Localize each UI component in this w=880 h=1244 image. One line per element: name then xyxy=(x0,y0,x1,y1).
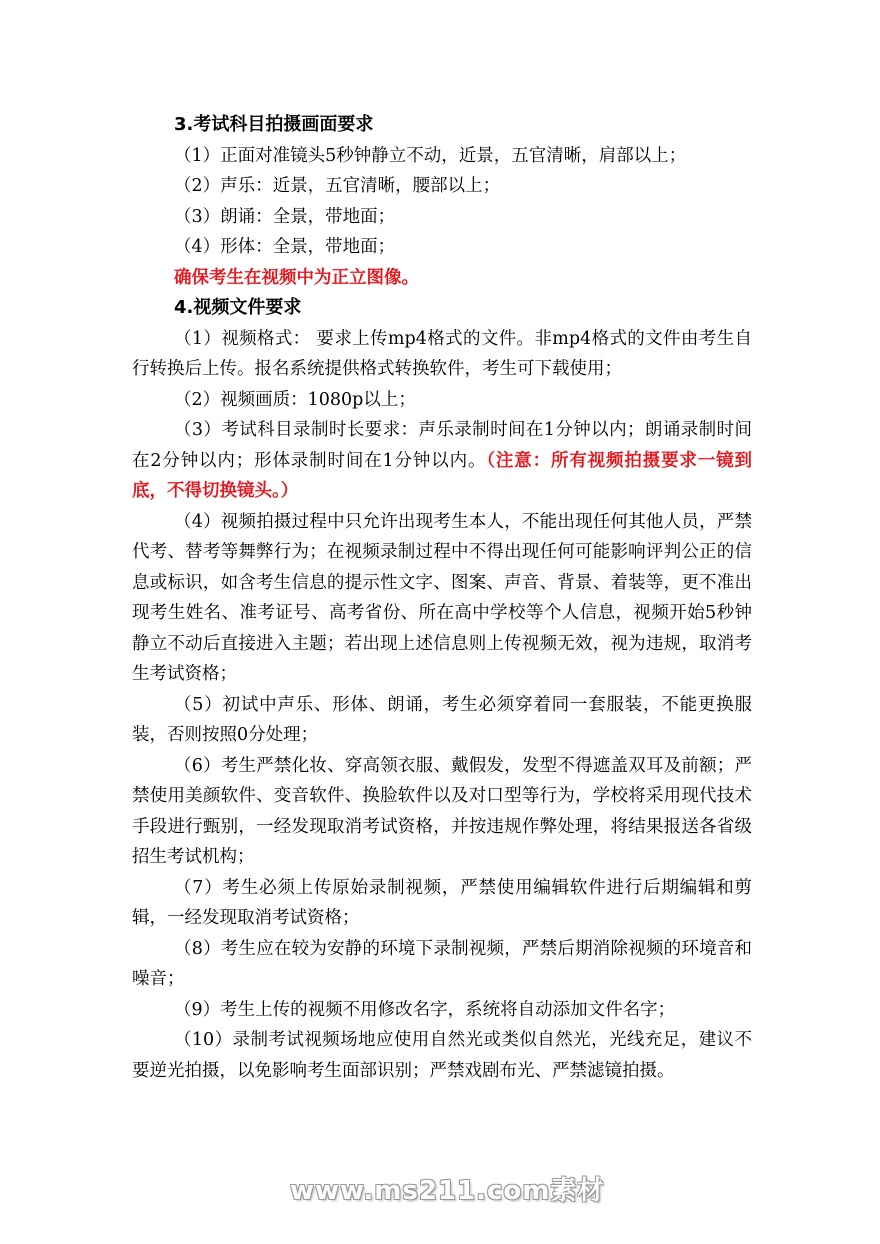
section-4-paragraph-6: （6）考生严禁化妆、穿高领衣服、戴假发，发型不得遮盖双耳及前额；严禁使用美颜软件、变音软件、换脸软件以及对口型等行为，学校将采用现代技术手段进行甄别，一经发现取消考试资格，并按违规作弊处理，将结果报送各省级招生考试机构； xyxy=(132,755,752,867)
document-page xyxy=(132,110,752,1086)
section-4-paragraph-10: （10）录制考试视频场地应使用自然光或类似自然光，光线充足，建议不要逆光拍摄，以免影响考生面部识别；严禁戏剧布光、严禁滤镜拍摄。 xyxy=(132,1030,752,1081)
paragraph-3-text: （3）考试科目录制时长要求：声乐录制时间在1分钟以内；朗诵录制时间在2分钟以内；形体录制时间在1分钟以内。 xyxy=(132,420,752,471)
section-3-notice: 确保考生在视频中为正立图像。 xyxy=(174,267,419,288)
section-4-paragraph-2: （2）视频画质：1080p以上； xyxy=(174,389,416,410)
section-4-paragraph-7: （7）考生必须上传原始录制视频，严禁使用编辑软件进行后期编辑和剪辑，一经发现取消考试资格； xyxy=(132,877,752,928)
section-3-item-3: （3）朗诵：全景，带地面； xyxy=(174,206,396,227)
section-3-item-2: （2）声乐：近景，五官清晰，腰部以上； xyxy=(174,176,501,196)
section-4-heading: 4.视频文件要求 xyxy=(174,297,302,318)
section-4-paragraph-1: （1）视频格式： 要求上传mp4格式的文件。非mp4格式的文件由考生自行转换后上传。报名系统提供格式转换软件，考生可下载使用； xyxy=(132,328,752,379)
section-4-paragraph-4: （4）视频拍摄过程中只允许出现考生本人，不能出现任何其他人员，严禁代考、替考等舞弊行为；在视频录制过程中不得出现任何可能影响评判公正的信息或标识，如含考生信息的提示性文字、图案、声音、背景、着装等，更不准出现考生姓名、准考证号、高考省份、所在高中学校等个人信息，视频开始5秒钟静立不动后直接进入主题；若出现上述信息则上传视频无效，视为违规，取消考生考试资格； xyxy=(132,511,752,684)
section-4-paragraph-5: （5）初试中声乐、形体、朗诵，考生必须穿着同一套服装，不能更换服装，否则按照0分处理； xyxy=(132,694,752,745)
watermark: www.ms211.com素材 xyxy=(290,1176,605,1206)
section-3-item-1: （1）正面对准镜头5秒钟静立不动，近景，五官清晰，肩部以上； xyxy=(174,145,687,166)
section-4-paragraph-9: （9）考生上传的视频不用修改名字，系统将自动添加文件名字； xyxy=(174,999,676,1020)
section-3-heading: 3.考试科目拍摄画面要求 xyxy=(174,114,374,135)
section-4-paragraph-8: （8）考生应在较为安静的环境下录制视频，严禁后期消除视频的环境音和噪音； xyxy=(132,938,752,989)
paragraph-3-notice: （注意：所有视频拍摄要求一镜到底，不得切换镜头。） xyxy=(132,450,752,501)
section-3-item-4: （4）形体：全景，带地面； xyxy=(174,237,396,257)
section-4-paragraph-3 xyxy=(132,415,752,507)
